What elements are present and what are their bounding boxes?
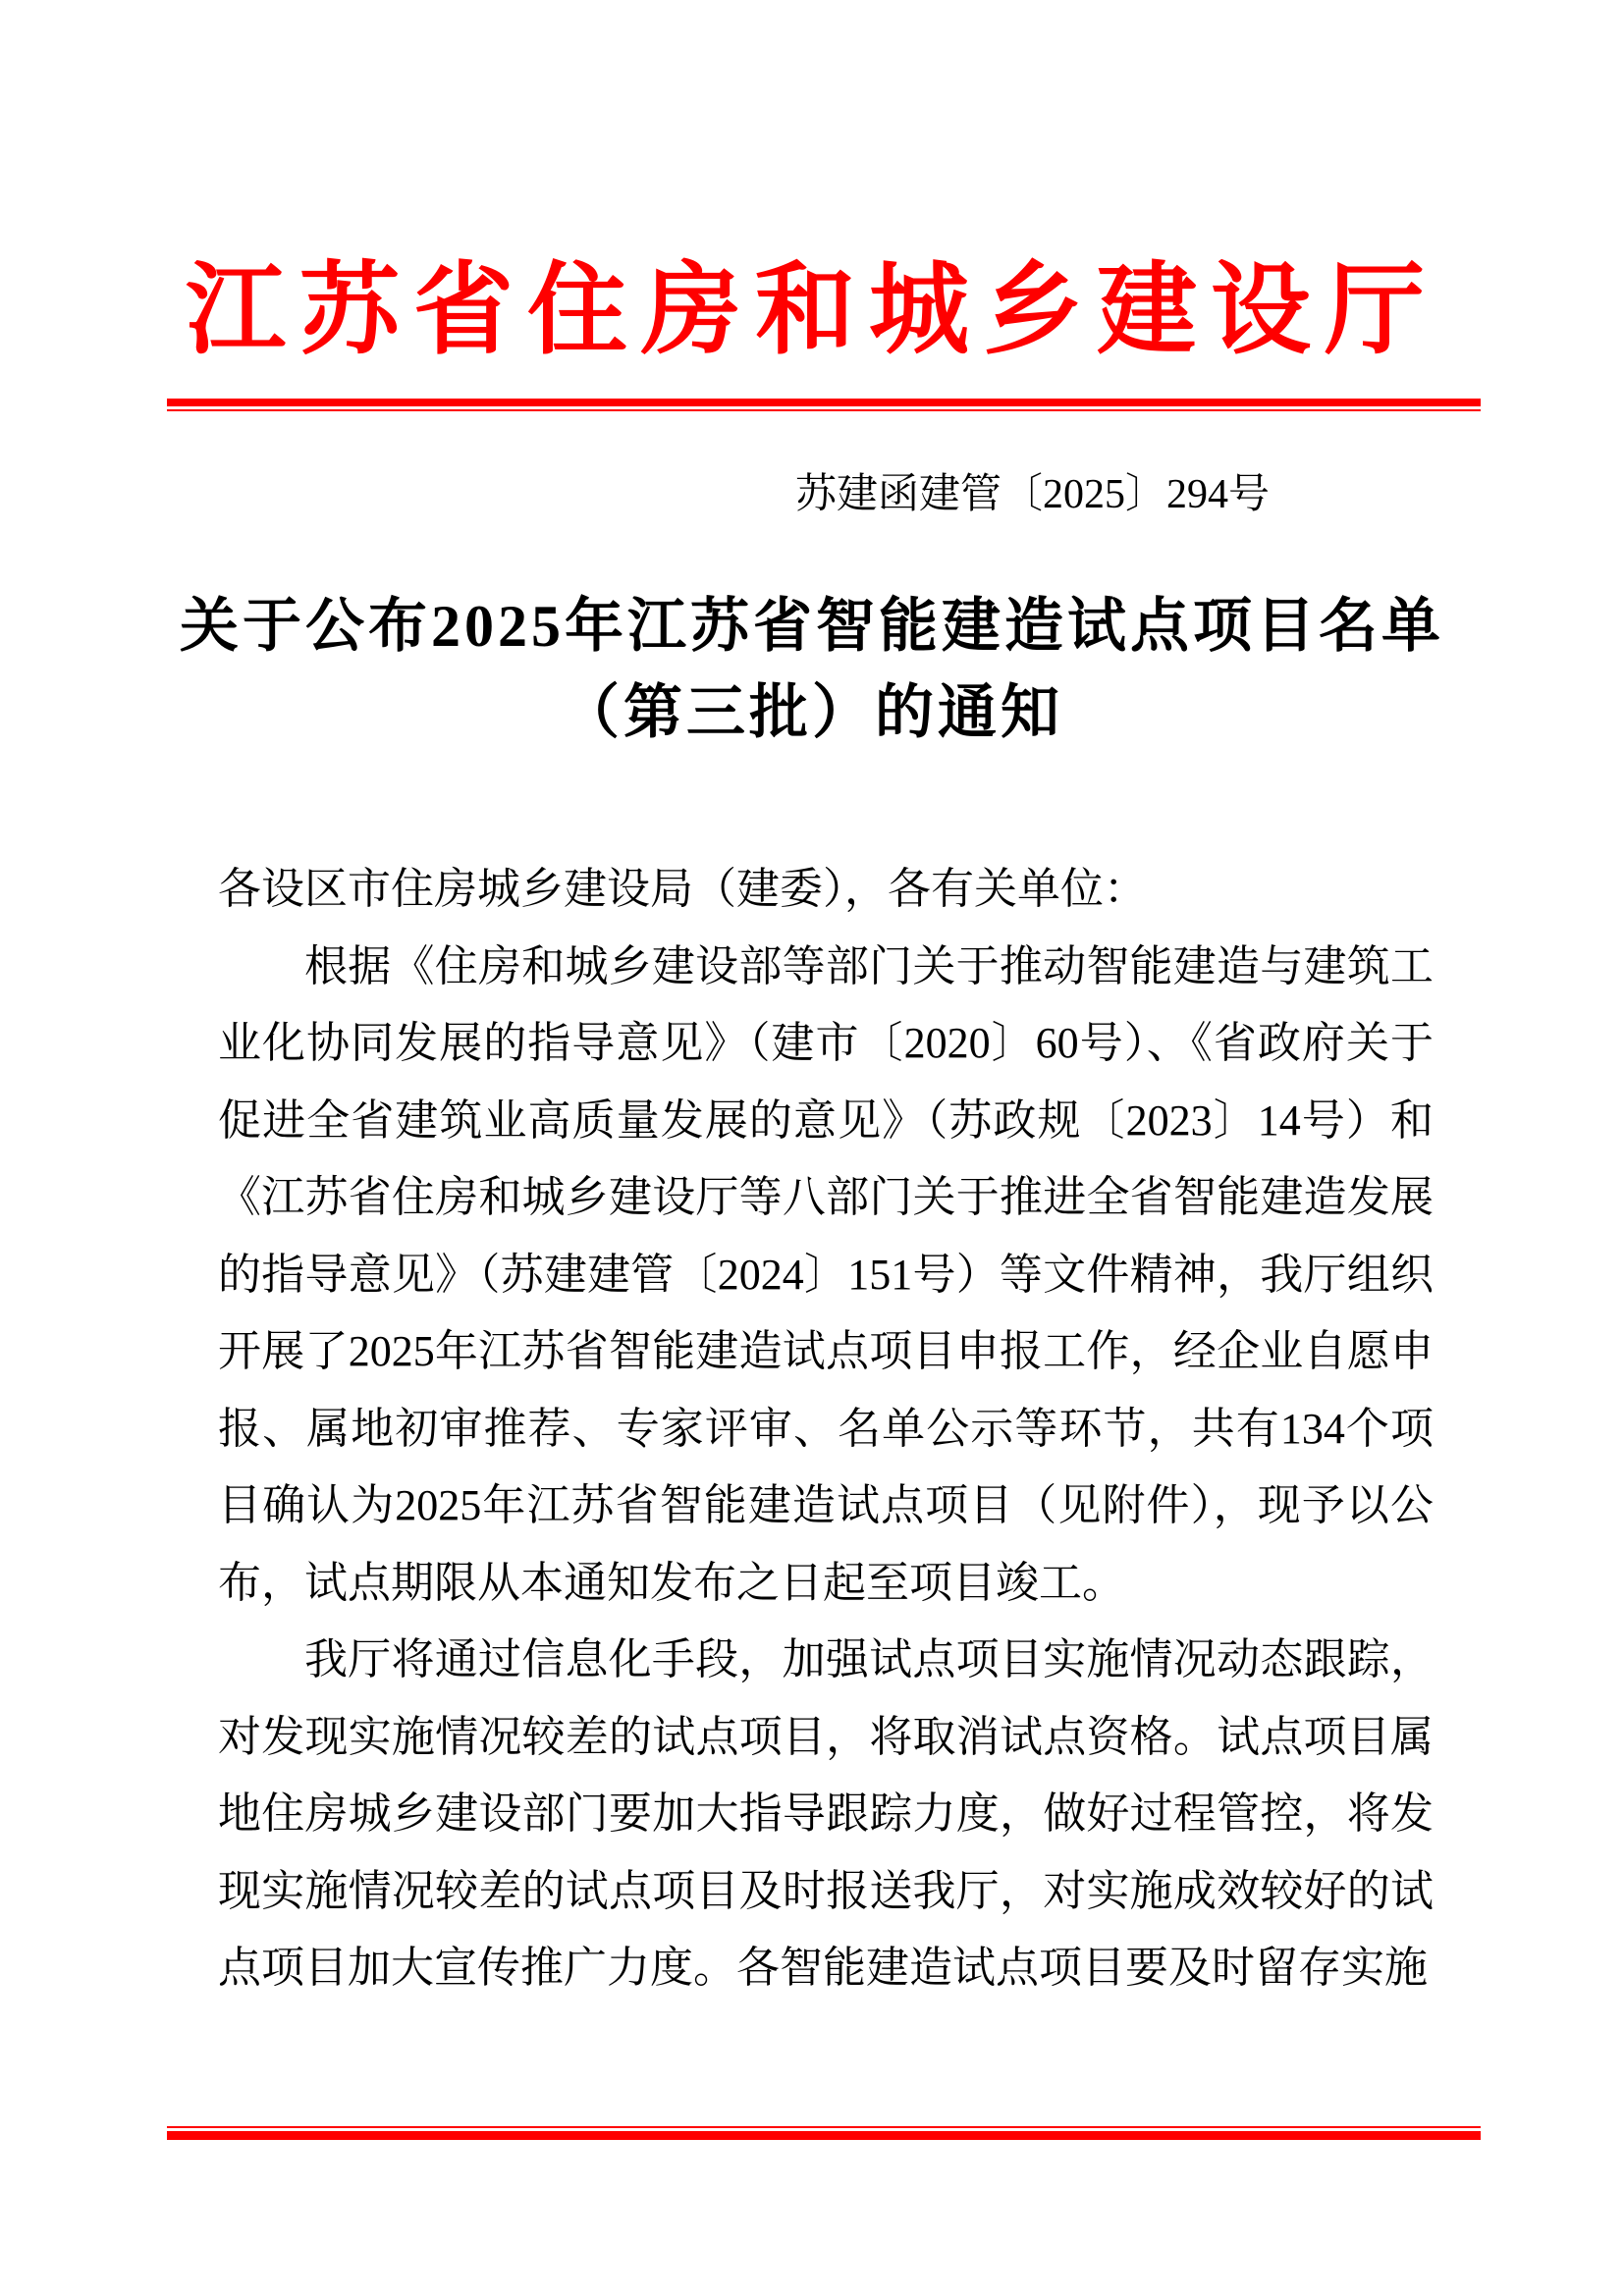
divider-thin-line [167,2126,1481,2128]
document-title [0,583,1624,756]
divider-thick-line [167,399,1481,406]
divider-thin-line [167,409,1481,411]
salutation: 各设区市住房城乡建设局（建委），各有关单位： [218,865,1147,913]
document-title-line2: （第三批）的通知 [561,680,1063,745]
document-number: 苏建函建管〔2025〕294号 [794,472,1270,517]
letterhead-org-name: 江苏省住房和城乡建设厅 [186,256,1438,367]
divider-thick-line [167,2131,1481,2140]
letterhead-divider-top [167,399,1481,411]
footer-divider [167,2126,1481,2140]
document-title-line1: 关于公布2025年江苏省智能建造试点项目名单 [180,594,1444,659]
body-paragraph: 我厅将通过信息化手段，加强试点项目实施情况动态跟踪，对发现实施情况较差的试点项目，将取消试点资格。试点项目属地住房城乡建设部门要加大指导跟踪力度，做好过程管控，将发现实施情况较差的试点项目及时报送我厅，对实施成效较好的试点项目加大宣传推广力度。各智能建造试点项目要及时留存实施 [218,1635,1434,1992]
body-paragraphs [218,929,1434,2007]
body-paragraph: 根据《住房和城乡建设部等部门关于推动智能建造与建筑工业化协同发展的指导意见》（建市〔2020〕60号）、《省政府关于促进全省建筑业高质量发展的意见》（苏政规〔2023〕14号）和《江苏省住房和城乡建设厅等八部门关于推进全省智能建造发展的指导意见》（苏建建管〔2024〕151号）等文件精神，我厅组织开展了2025年江苏省智能建造试点项目申报工作，经企业自愿申报、属地初审推荐、专家评审、名单公示等环节，共有134个项目确认为2025年江苏省智能建造试点项目（见附件），现予以公布，试点期限从本通知发布之日起至项目竣工。 [218,941,1434,1607]
document-body [218,851,1434,2007]
